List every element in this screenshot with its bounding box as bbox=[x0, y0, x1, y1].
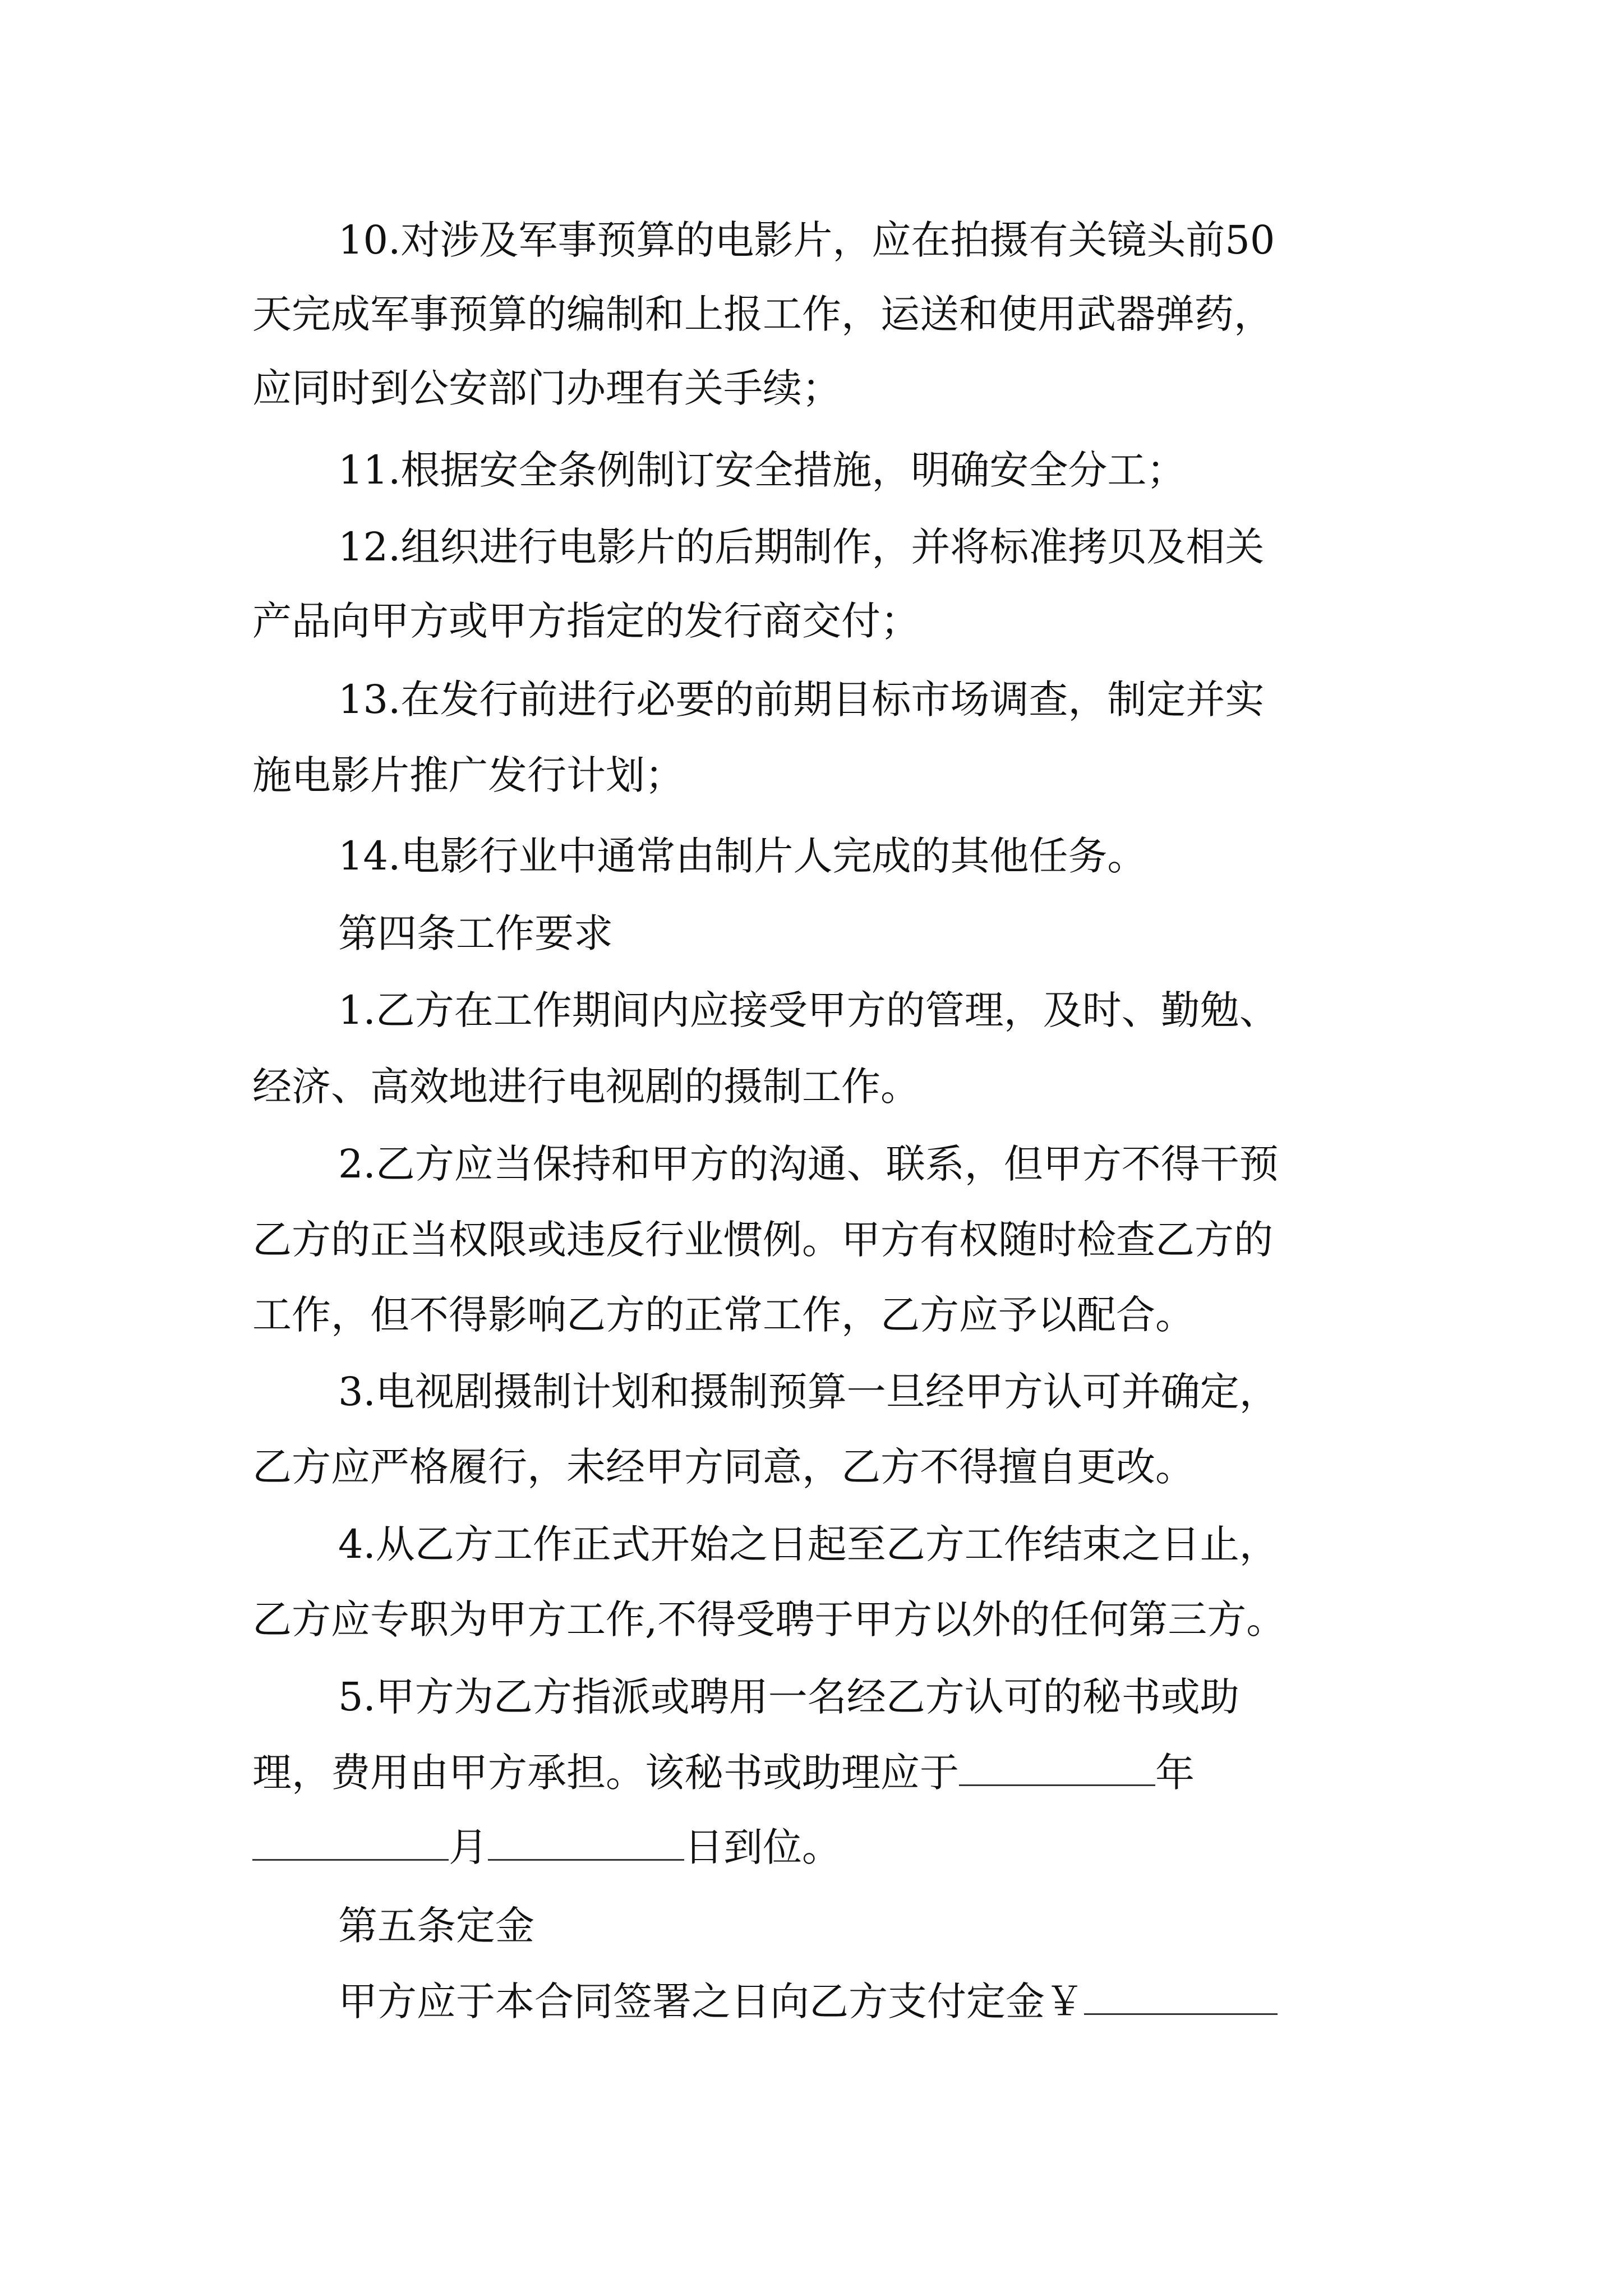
heading-text: 第五条定金 bbox=[338, 1903, 534, 1949]
paragraph-text: 施电影片推广发行计划； bbox=[252, 752, 684, 798]
text-line bbox=[0, 1586, 1623, 1653]
text-line bbox=[0, 742, 1623, 809]
paragraph-text: 5.甲方为乙方指派或聘用一名经乙方认可的秘书或助 bbox=[338, 1674, 1239, 1720]
paragraph-text: 经济、高效地进行电视剧的摄制工作。 bbox=[252, 1064, 920, 1110]
deposit-amount-blank bbox=[1084, 1974, 1278, 2015]
paragraph-text: 乙方的正当权限或违反行业惯例。甲方有权随时检查乙方的 bbox=[252, 1217, 1273, 1263]
text-line bbox=[0, 1206, 1623, 1273]
paragraph-text: 3.电视剧摄制计划和摄制预算一旦经甲方认可并确定， bbox=[338, 1369, 1279, 1415]
paragraph-text: 乙方应专职为甲方工作,不得受聘于甲方以外的任何第三方。 bbox=[252, 1596, 1286, 1642]
paragraph-text: 12.组织进行电影片的后期制作，并将标准拷贝及相关 bbox=[338, 524, 1265, 570]
text-line bbox=[0, 436, 1623, 504]
text-line bbox=[0, 977, 1623, 1044]
paragraph-text: 2.乙方应当保持和甲方的沟通、联系，但甲方不得干预 bbox=[338, 1141, 1279, 1187]
paragraph-text: 14.电影行业中通常由制片人完成的其他任务。 bbox=[338, 833, 1147, 879]
paragraph-text: 10.对涉及军事预算的电影片，应在拍摄有关镜头前50 bbox=[338, 217, 1275, 263]
paragraph-text: 日到位。 bbox=[684, 1824, 841, 1870]
paragraph-text: 4.从乙方工作正式开始之日起至乙方工作结束之日止， bbox=[338, 1521, 1279, 1567]
text-line bbox=[0, 1814, 1623, 1881]
paragraph-text: 应同时到公安部门办理有关手续； bbox=[252, 365, 841, 411]
text-line bbox=[0, 206, 1623, 274]
text-line bbox=[0, 1968, 1623, 2035]
paragraph-text: 天完成军事预算的编制和上报工作，运送和使用武器弹药， bbox=[252, 291, 1273, 337]
paragraph-text: 工作，但不得影响乙方的正常工作，乙方应予以配合。 bbox=[252, 1292, 1195, 1338]
text-line bbox=[0, 822, 1623, 890]
text-line bbox=[0, 1739, 1623, 1806]
text-line bbox=[0, 1130, 1623, 1198]
paragraph-text: 乙方应严格履行，未经甲方同意，乙方不得擅自更改。 bbox=[252, 1444, 1195, 1490]
paragraph-text: 产品向甲方或甲方指定的发行商交付； bbox=[252, 598, 920, 644]
paragraph-text: 月 bbox=[449, 1824, 488, 1870]
text-line bbox=[0, 355, 1623, 422]
heading-text: 第四条工作要求 bbox=[338, 910, 613, 956]
text-line bbox=[0, 1511, 1623, 1578]
text-line bbox=[0, 1053, 1623, 1120]
paragraph-text: 1.乙方在工作期间内应接受甲方的管理，及时、勤勉、 bbox=[338, 987, 1279, 1033]
section-heading bbox=[0, 1892, 1623, 1959]
text-line bbox=[0, 280, 1623, 348]
text-line bbox=[0, 1663, 1623, 1731]
paragraph-text: 11.根据安全条例制订安全措施，明确安全分工； bbox=[338, 447, 1186, 493]
paragraph-text: 理，费用由甲方承担。该秘书或助理应于 bbox=[252, 1750, 959, 1796]
text-line bbox=[0, 513, 1623, 581]
text-line bbox=[0, 587, 1623, 655]
month-blank bbox=[252, 1820, 449, 1861]
text-line bbox=[0, 1433, 1623, 1501]
paragraph-text: 年 bbox=[1155, 1750, 1195, 1796]
paragraph-text: 13.在发行前进行必要的前期目标市场调查，制定并实 bbox=[338, 677, 1265, 723]
text-line bbox=[0, 666, 1623, 733]
day-blank bbox=[488, 1820, 684, 1861]
section-heading bbox=[0, 900, 1623, 967]
year-blank bbox=[959, 1745, 1155, 1786]
text-line bbox=[0, 1281, 1623, 1349]
paragraph-text: 甲方应于本合同签署之日向乙方支付定金￥ bbox=[338, 1978, 1084, 2024]
text-line bbox=[0, 1358, 1623, 1425]
